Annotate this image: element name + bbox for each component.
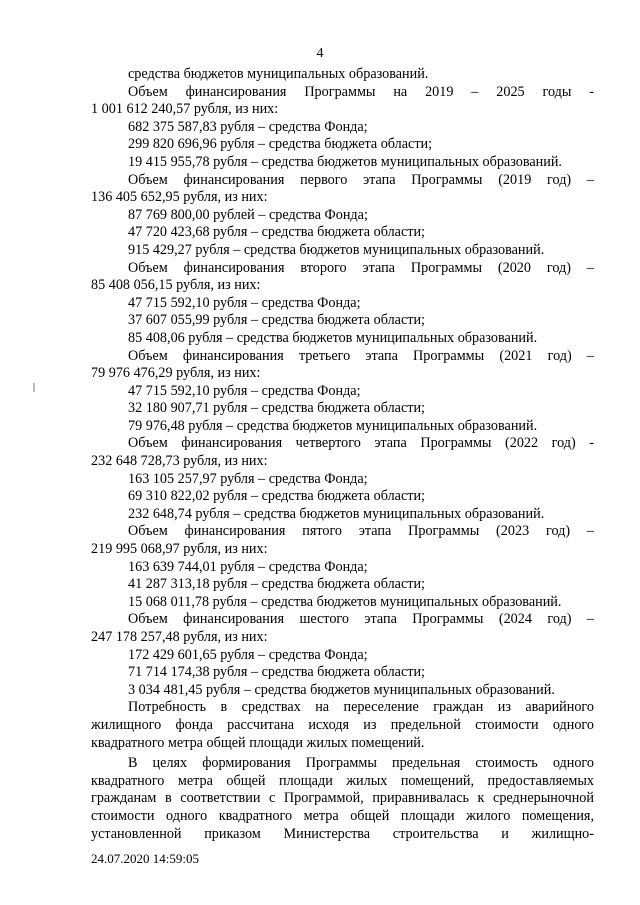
text-line: 69 310 822,02 рубля – средства бюджета области; — [128, 488, 425, 505]
text-line: Объем финансирования Программы на 2019 – 2025 годы - — [128, 83, 594, 100]
text-line: 41 287 313,18 рубля – средства бюджета области; — [128, 576, 425, 593]
text-line: В целях формирования Программы предельная стоимость одного — [128, 755, 594, 772]
text-line: Объем финансирования первого этапа Программы (2019 год) – — [128, 171, 594, 188]
text-line: установленной приказом Министерства строительства и жилищно- — [91, 825, 594, 842]
text-line: 19 415 955,78 рубля – средства бюджетов муниципальных образований. — [128, 153, 562, 170]
text-line: 79 976 476,29 рубля, из них: — [91, 365, 261, 382]
text-line: Объем финансирования шестого этапа Программы (2024 год) – — [128, 611, 594, 628]
text-line: Потребность в средствах на переселение граждан из аварийного — [128, 699, 594, 716]
text-line: 71 714 174,38 рубля – средства бюджета области; — [128, 664, 425, 681]
text-line: гражданам в соответствии с Программой, приравнивалась к среднерыночной — [91, 790, 594, 807]
text-line: 172 429 601,65 рубля – средства Фонда; — [128, 646, 368, 663]
text-line: жилищного фонда рассчитана исходя из предельной стоимости одного — [91, 716, 594, 733]
text-line: 85 408 056,15 рубля, из них: — [91, 277, 261, 294]
text-line: 299 820 696,96 рубля – средства бюджета области; — [128, 136, 433, 153]
document-body — [91, 66, 594, 843]
text-line: 232 648 728,73 рубля, из них: — [91, 453, 268, 470]
text-line: 3 034 481,45 рубля – средства бюджетов муниципальных образований. — [128, 681, 555, 698]
text-line: 219 995 068,97 рубля, из них: — [91, 541, 268, 558]
text-line: 682 375 587,83 рубля – средства Фонда; — [128, 118, 368, 135]
text-line: 136 405 652,95 рубля, из них: — [91, 189, 268, 206]
text-line: Объем финансирования четвертого этапа Программы (2022 год) - — [128, 435, 594, 452]
text-line: 87 769 800,00 рублей – средства Фонда; — [128, 206, 368, 223]
text-line: Объем финансирования третьего этапа Программы (2021 год) – — [128, 347, 594, 364]
text-line: 85 408,06 рубля – средства бюджетов муниципальных образований. — [128, 329, 538, 346]
text-line: Объем финансирования пятого этапа Программы (2023 год) – — [128, 523, 594, 540]
text-line: 232 648,74 рубля – средства бюджетов муниципальных образований. — [128, 505, 545, 522]
timestamp-footer: 24.07.2020 14:59:05 — [91, 851, 199, 866]
text-line: 47 715 592,10 рубля – средства Фонда; — [128, 294, 361, 311]
text-line: 32 180 907,71 рубля – средства бюджета области; — [128, 400, 425, 417]
text-line: 1 001 612 240,57 рубля, из них: — [91, 101, 279, 118]
text-line: 47 720 423,68 рубля – средства бюджета области; — [128, 224, 425, 241]
text-line: 163 105 257,97 рубля – средства Фонда; — [128, 470, 368, 487]
text-line: 47 715 592,10 рубля – средства Фонда; — [128, 382, 361, 399]
text-line: квадратного метра общей площади жилых помещений. — [91, 734, 425, 751]
text-line: стоимости одного квадратного метра общей площади жилого помещения, — [91, 807, 594, 824]
page-number: 4 — [316, 46, 324, 61]
text-line: квадратного метра общей площади жилых помещений, предоставляемых — [91, 772, 594, 789]
text-line: 915 429,27 рубля – средства бюджетов муниципальных образований. — [128, 241, 545, 258]
text-line: 15 068 011,78 рубля – средства бюджетов муниципальных образований. — [128, 593, 562, 610]
text-line: 37 607 055,99 рубля – средства бюджета области; — [128, 312, 425, 329]
text-line: средства бюджетов муниципальных образований. — [128, 66, 429, 82]
text-line: 79 976,48 рубля – средства бюджетов муниципальных образований. — [128, 417, 538, 434]
text-line: 163 639 744,01 рубля – средства Фонда; — [128, 558, 368, 575]
scan-mark — [33, 383, 35, 392]
text-line: Объем финансирования второго этапа Программы (2020 год) – — [128, 259, 594, 276]
text-line: 247 178 257,48 рубля, из них: — [91, 629, 268, 645]
